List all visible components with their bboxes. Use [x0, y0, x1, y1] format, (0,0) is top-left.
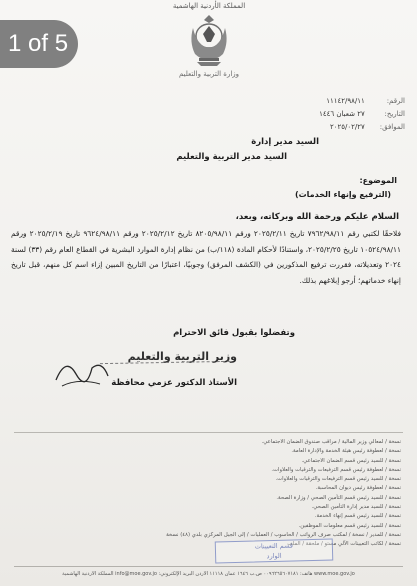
minister-title: وزير التربية والتعليم — [127, 350, 237, 363]
page-counter: 1 of 5 — [0, 20, 78, 68]
cc-item: نسخة / للسيد مدير إدارة التأمين الصحي. — [311, 504, 401, 511]
gregorian-date-row — [330, 123, 405, 131]
addressee: السيد مدير إدارة — [251, 137, 319, 147]
receipt-stamp-line-2: الوارد — [266, 551, 282, 561]
signature-mark — [52, 350, 112, 394]
cc-item: نسخة / لعطوفة رئيس ديوان المحاسبة. — [315, 485, 401, 492]
closing-line: وتفضلوا بقبول فائق الاحترام — [173, 328, 295, 338]
cc-item: نسخة / لمعالي وزير المالية / مراقب صندوق الضمان الاجتماعي. — [261, 439, 401, 445]
subject-label: الموضوع: — [359, 176, 397, 185]
cc-item: نسخة / للسيد رئيس قسم التأمين الصحي / وزارة الصحة. — [276, 494, 401, 501]
stamp-divider — [100, 361, 230, 371]
addressee-secondary: السيد مدير التربية والتعليم — [176, 152, 287, 162]
cc-item: نسخة / للسيد رئيس قسم الترفيعات والترقيات والعلاوات. — [275, 476, 401, 483]
cc-item: نسخة / للسيد رئيس قسم الضمان الاجتماعي. — [301, 457, 401, 464]
gregorian-date-label: الموافق: — [379, 123, 405, 131]
cc-item: نسخة / للسيد رئيس قسم إنهاء الخدمة. — [314, 513, 401, 520]
reference-label: الرقم: — [386, 97, 405, 105]
hijri-date-label: التاريخ: — [384, 110, 405, 118]
ministry-name: وزارة التربية والتعليم — [178, 70, 240, 78]
cc-item: نسخة / لكاتب التعيينات الآلي مستو / ملحقة / الملف — [287, 541, 401, 548]
kingdom-name: المملكة الأردنية الهاشمية — [172, 2, 246, 10]
reference-value: ١١١٤٢/٩٨/١١ — [326, 97, 365, 105]
receipt-stamp-line-1: قسم التعيينات — [254, 541, 294, 551]
cc-divider — [14, 432, 403, 433]
footer-contact: www.moe.gov.jo هاتف: ٠٠٩٦٢٦٥٦٠٧١٨١ ص.ب ١٦٤٦ عمان ١١١١٨ الأردن البريد الإلكتروني: info@moe.gov.jo المملكة الأردنية الهاشمية — [62, 571, 355, 577]
cc-item: نسخة / لعطوفة رئيس قسم الترفيعات والترقيات والعلاوات. — [271, 466, 401, 473]
cc-item: نسخة / للمدير / نسخة / لمكتب صرف الرواتب / الحاسوب / العمليات / إلى الجيل المركزي بلدي (٤٨) نسخة — [166, 531, 401, 538]
letter-body: فلاحقًا لكتبي رقم ٧٩٦٢/٩٨/١١ تاريخ ٢٠٢٥/٢/١١ ورقم ٨٢٠٥/٩٨/١١ تاريخ ٢٠٢٥/٢/١٢ ورقم ٩٦٢٤/٩٨/١١ تاريخ ٢٠٢٥/٢/١٩ ورقم ١٠٥٢٤/٩٨/١١ تاريخ ٢٠٢٥/٢/٢٥، واستنادًا لأحكام المادة (١١٨/ب) من نظام إدارة الموارد البشرية في القطاع العام رقم (٣٣) لسنة ٢٠٢٤ وتعديلاته، فقررت ترفيع المذكورين في (الكشف المرفق) وجوبيًا، اعتبارًا من التاريخ المبين إزاء اسم كل منهم، قبل تاريخ إنهاء خدماتهم؛ أرجو إبلاغهم بذلك. — [11, 229, 402, 285]
cc-list — [21, 438, 401, 550]
coat-of-arms-icon — [187, 12, 231, 68]
hijri-date-value: ٢٧ شعبان ١٤٤٦ — [319, 110, 365, 118]
minister-name: الأستاذ الدكتور عزمي محافظة — [111, 378, 237, 388]
subject-value: (الترفيع وإنهاء الخدمات) — [294, 190, 391, 199]
footer-divider — [14, 566, 403, 567]
cc-item: نسخة / لعطوفة رئيس هيئة الخدمة والإدارة العامة. — [291, 448, 401, 455]
hijri-date-row — [319, 110, 405, 118]
greeting: السلام عليكم ورحمة الله وبركاته، وبعد، — [235, 212, 399, 222]
cc-item: نسخة / للسيد رئيس قسم معلومات الموظفين. — [298, 522, 401, 529]
reference-number-row — [326, 97, 405, 105]
gregorian-date-value: ٢٠٢٥/٠٢/٢٧ — [329, 123, 365, 131]
receipt-stamp — [215, 538, 334, 563]
